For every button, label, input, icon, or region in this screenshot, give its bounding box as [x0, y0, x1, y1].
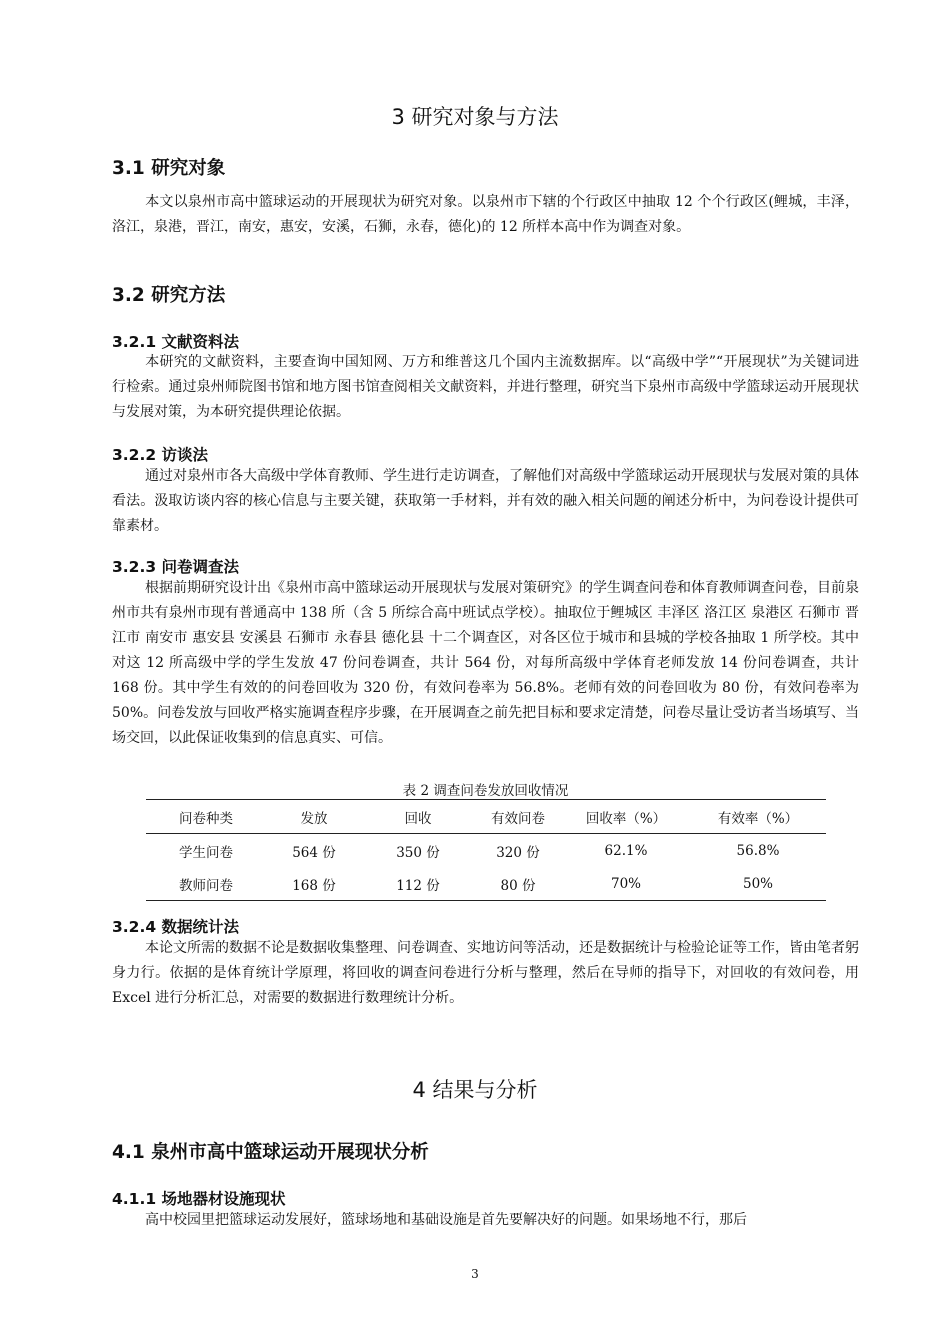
table-header-cell: 有效问卷: [491, 810, 545, 827]
table-row: [146, 867, 826, 901]
section-4-1-heading: 4.1 泉州市高中篮球运动开展现状分析: [112, 1142, 429, 1163]
table-cell: 56.8%: [736, 842, 780, 859]
page-number: 3: [471, 1267, 479, 1281]
table-header-cell: 发放: [300, 810, 328, 827]
section-3-2-4-heading: 3.2.4 数据统计法: [112, 918, 240, 936]
table-cell: 564 份: [292, 844, 336, 861]
section-3-2-4-paragraph: [112, 936, 859, 1011]
survey-table: [146, 799, 826, 901]
table-header-row: [146, 800, 826, 834]
section-4-1-1-text: 高中校园里把篮球运动发展好，篮球场地和基础设施是首先要解决好的问题。如果场地不行，那后: [145, 1212, 747, 1228]
section-4-1-1-heading: 4.1.1 场地器材设施现状: [112, 1190, 286, 1208]
table-header-cell: 有效率（%）: [717, 810, 799, 827]
section-3-2-1-text: 本研究的文献资料，主要查询中国知网、万方和维普这几个国内主流数据库。以“高级中学”“开展现状”为关键词进行检索。通过泉州师院图书馆和地方图书馆查阅相关文献资料，并进行整理，研究当下泉州市高级中学篮球运动开展现状与发展对策，为本研究提供理论依据。: [112, 354, 859, 420]
table-cell: 168 份: [292, 877, 336, 894]
table-cell: 112 份: [396, 877, 440, 894]
section-3-1-text: 本文以泉州市高中篮球运动的开展现状为研究对象。以泉州市下辖的个行政区中抽取 12 个个行政区(鲤城，丰泽，洛江，泉港，晋江，南安，惠安，安溪，石狮，永春，德化)的 12 所样本高中作为调查对象。: [112, 194, 859, 235]
section-3-2-4-text: 本论文所需的数据不论是数据收集整理、问卷调查、实地访问等活动，还是数据统计与检验论证等工作，皆由笔者躬身力行。依据的是体育统计学原理，将回收的调查问卷进行分析与整理，然后在导师的指导下，对回收的有效问卷，用 Excel 进行分析汇总，对需要的数据进行数理统计分析。: [112, 940, 859, 1006]
table-caption: 表 2 调查问卷发放回收情况: [402, 783, 569, 799]
section-3-2-2-text: 通过对泉州市各大高级中学体育教师、学生进行走访调查，了解他们对高级中学篮球运动开展现状与发展对策的具体看法。汲取访谈内容的核心信息与主要关键，获取第一手材料，并有效的融入相关问题的阐述分析中，为问卷设计提供可靠素材。: [112, 468, 859, 534]
section-3-2-heading: 3.2 研究方法: [112, 285, 226, 306]
section-3-2-3-paragraph: [112, 576, 859, 751]
table-row: [146, 834, 826, 868]
section-3-2-2-paragraph: [112, 464, 859, 539]
section-3-2-2-heading: 3.2.2 访谈法: [112, 446, 209, 464]
table-cell: 教师问卷: [179, 877, 233, 894]
section-3-2-1-heading: 3.2.1 文献资料法: [112, 333, 240, 351]
section-3-2-3-heading: 3.2.3 问卷调查法: [112, 558, 240, 576]
table-header-cell: 回收率（%）: [585, 810, 667, 827]
table-cell: 学生问卷: [179, 844, 233, 861]
table-cell: 350 份: [396, 844, 440, 861]
table-cell: 50%: [742, 875, 773, 892]
section-3-1-heading: 3.1 研究对象: [112, 158, 226, 179]
chapter-4-title: 4 结果与分析: [412, 1078, 538, 1102]
table-cell: 80 份: [500, 877, 536, 894]
table-cell: 62.1%: [604, 842, 648, 859]
table-cell: 320 份: [496, 844, 540, 861]
section-4-1-1-paragraph: [112, 1208, 859, 1233]
table-header-cell: 回收: [404, 810, 432, 827]
section-3-2-1-paragraph: [112, 350, 859, 425]
table-header-cell: 问卷种类: [179, 810, 233, 827]
table-cell: 70%: [610, 875, 641, 892]
chapter-3-title: 3 研究对象与方法: [391, 105, 559, 129]
section-3-1-paragraph: [112, 190, 859, 240]
section-3-2-3-text: 根据前期研究设计出《泉州市高中篮球运动开展现状与发展对策研究》的学生调查问卷和体育教师调查问卷，目前泉州市共有泉州市现有普通高中 138 所（含 5 所综合高中班试点学校）。抽取位于鲤城区 丰泽区 洛江区 泉港区 石狮市 晋江市 南安市 惠安县 安溪县 石狮市 永春县 德化县 十二个调查区，对各区位于城市和县城的学校各抽取 1 所学校。其中对这 12 所高级中学的学生发放 47 份问卷调查，共计 564 份，对每所高级中学体育老师发放 14 份问卷调查，共计 168 份。其中学生有效的的问卷回收为 320 份，有效问卷率为 56.8%。老师有效的问卷回收为 80 份，有效问卷率为 50%。问卷发放与回收严格实施调查程序步骤，在开展调查之前先把目标和要求定清楚，问卷尽量让受访者当场填写、当场交回，以此保证收集到的信息真实、可信。: [112, 580, 859, 746]
